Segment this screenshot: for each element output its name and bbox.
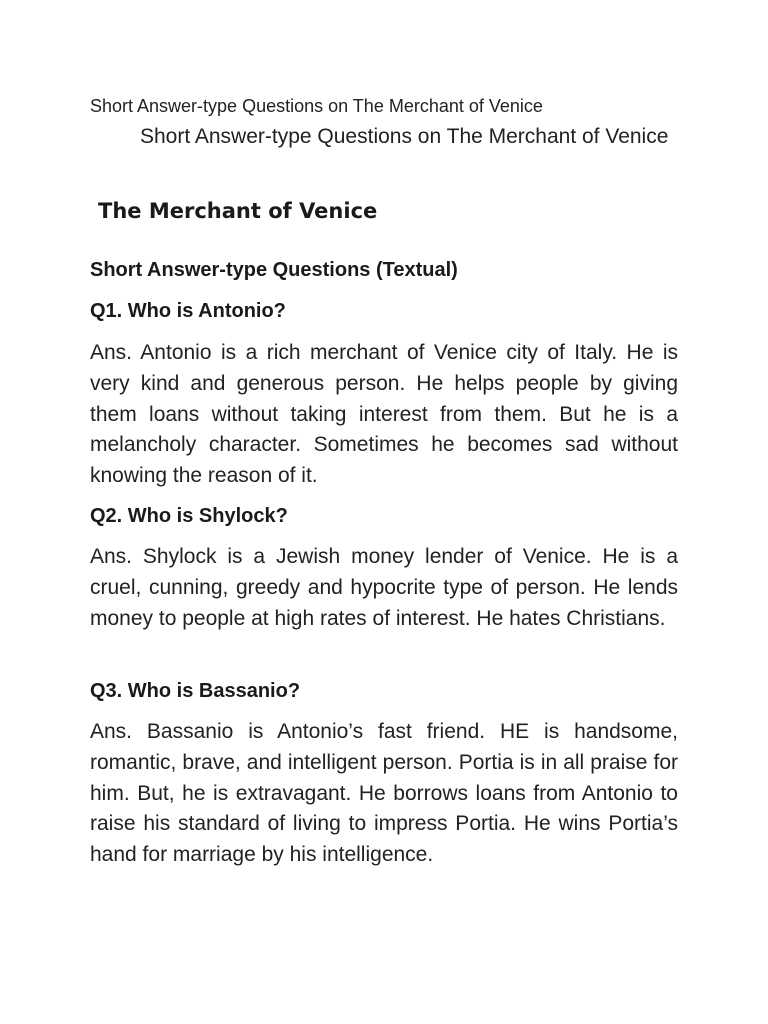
- answer-2: Ans. Shylock is a Jewish money lender of Venice. He is a cruel, cunning, greedy and hypocrite type of person. He lends money to people at high rates of interest. He hates Christians.: [90, 545, 678, 630]
- document-subtitle: [90, 121, 678, 152]
- answer-3: Ans. Bassanio is Antonio’s fast friend. HE is handsome, romantic, brave, and intelligent person. Portia is in all praise for him. But, he is extravagant. He borrows loans from Antonio to raise his standard of living to impress Portia. He wins Portia’s hand for marriage by his intelligence.: [90, 720, 678, 867]
- document-title: The Merchant of Venice: [98, 199, 378, 223]
- section-heading: Short Answer-type Questions (Textual): [90, 259, 458, 281]
- answer-1: Ans. Antonio is a rich merchant of Venice city of Italy. He is very kind and generous person. He helps people by giving them loans without taking interest from them. But he is a melancholy character. Sometimes he becomes sad without knowing the reason of it.: [90, 341, 678, 488]
- subtitle-text: Short Answer-type Questions on The Merchant of Venice: [140, 125, 669, 148]
- question-1: Q1. Who is Antonio?: [90, 300, 286, 322]
- question-3: Q3. Who is Bassanio?: [90, 680, 301, 702]
- document-header: Short Answer-type Questions on The Merchant of Venice: [90, 96, 543, 116]
- question-2: Q2. Who is Shylock?: [90, 505, 288, 527]
